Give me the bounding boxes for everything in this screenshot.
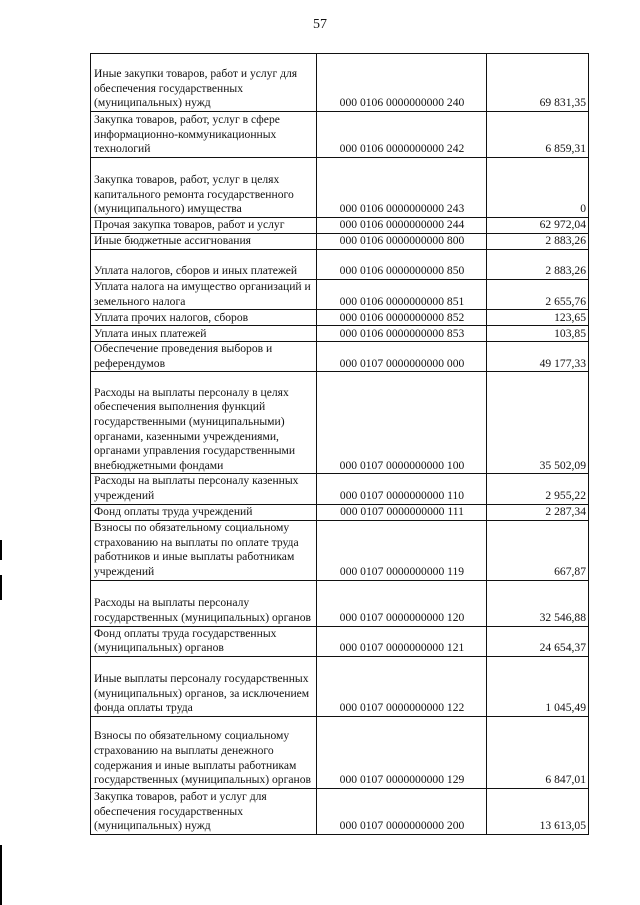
row-code: 000 0107 0000000000 120 [317,580,487,626]
row-description: Иные выплаты персоналу государственных (муниципальных) органов, за исключением фонда оплаты труда [91,656,317,716]
row-amount: 2 655,76 [487,280,589,310]
row-description: Уплата налогов, сборов и иных платежей [91,250,317,280]
table-row [91,218,589,234]
row-description: Закупка товаров, работ, услуг в сфере информационно-коммуникационных технологий [91,112,317,158]
scan-mark [0,540,2,560]
row-code: 000 0106 0000000000 850 [317,250,487,280]
table-row [91,342,589,372]
row-amount: 103,85 [487,326,589,342]
row-amount: 62 972,04 [487,218,589,234]
row-amount: 0 [487,158,589,218]
row-description: Закупка товаров, работ, услуг в целях капитального ремонта государственного (муниципального) имущества [91,158,317,218]
scan-mark [0,575,2,600]
row-amount: 2 955,22 [487,474,589,504]
row-code: 000 0106 0000000000 240 [317,54,487,112]
row-code: 000 0107 0000000000 100 [317,372,487,474]
row-code: 000 0106 0000000000 852 [317,310,487,326]
table-row [91,158,589,218]
table-row [91,310,589,326]
row-description: Закупка товаров, работ и услуг для обеспечения государственных (муниципальных) нужд [91,788,317,834]
table-row [91,280,589,310]
table-row [91,250,589,280]
row-description: Расходы на выплаты персоналу государственных (муниципальных) органов [91,580,317,626]
row-amount: 2 883,26 [487,250,589,280]
row-amount: 32 546,88 [487,580,589,626]
row-amount: 13 613,05 [487,788,589,834]
table-row [91,234,589,250]
row-code: 000 0107 0000000000 000 [317,342,487,372]
row-amount: 2 287,34 [487,504,589,520]
row-description: Прочая закупка товаров, работ и услуг [91,218,317,234]
row-amount: 123,65 [487,310,589,326]
table-row [91,504,589,520]
row-description: Уплата иных платежей [91,326,317,342]
table-row [91,372,589,474]
table-row [91,326,589,342]
table-row [91,520,589,580]
page-number: 57 [313,17,327,32]
table-row [91,626,589,656]
row-description: Взносы по обязательному социальному страхованию на выплаты по оплате труда работников и иные выплаты работникам учреждений [91,520,317,580]
row-description: Расходы на выплаты персоналу казенных учреждений [91,474,317,504]
table-row [91,656,589,716]
row-amount: 49 177,33 [487,342,589,372]
row-code: 000 0107 0000000000 121 [317,626,487,656]
row-description: Обеспечение проведения выборов и референдумов [91,342,317,372]
row-code: 000 0107 0000000000 119 [317,520,487,580]
row-description: Взносы по обязательному социальному страхованию на выплаты денежного содержания и иные выплаты работникам государственных (муниципальных) органов [91,716,317,788]
table-row [91,580,589,626]
row-description: Расходы на выплаты персоналу в целях обеспечения выполнения функций государственными (муниципальными) органами, казенными учреждениями, органами управления государственными внебюджетными фондами [91,372,317,474]
row-code: 000 0107 0000000000 200 [317,788,487,834]
row-description: Уплата прочих налогов, сборов [91,310,317,326]
row-code: 000 0106 0000000000 242 [317,112,487,158]
row-code: 000 0106 0000000000 851 [317,280,487,310]
row-code: 000 0106 0000000000 244 [317,218,487,234]
row-code: 000 0106 0000000000 853 [317,326,487,342]
row-description: Фонд оплаты труда учреждений [91,504,317,520]
row-code: 000 0106 0000000000 800 [317,234,487,250]
row-description: Фонд оплаты труда государственных (муниципальных) органов [91,626,317,656]
row-amount: 24 654,37 [487,626,589,656]
row-amount: 1 045,49 [487,656,589,716]
row-description: Иные закупки товаров, работ и услуг для обеспечения государственных (муниципальных) нужд [91,54,317,112]
row-code: 000 0107 0000000000 122 [317,656,487,716]
table-row [91,112,589,158]
table-row [91,474,589,504]
row-code: 000 0106 0000000000 243 [317,158,487,218]
table-row [91,54,589,112]
row-description: Иные бюджетные ассигнования [91,234,317,250]
budget-table [90,53,589,835]
row-amount: 6 847,01 [487,716,589,788]
table-row [91,716,589,788]
row-code: 000 0107 0000000000 111 [317,504,487,520]
row-amount: 2 883,26 [487,234,589,250]
row-amount: 6 859,31 [487,112,589,158]
row-amount: 69 831,35 [487,54,589,112]
budget-table-body [91,54,589,835]
row-amount: 667,87 [487,520,589,580]
table-row [91,788,589,834]
row-code: 000 0107 0000000000 129 [317,716,487,788]
row-description: Уплата налога на имущество организаций и земельного налога [91,280,317,310]
scan-edge-mark [0,845,2,905]
row-code: 000 0107 0000000000 110 [317,474,487,504]
row-amount: 35 502,09 [487,372,589,474]
